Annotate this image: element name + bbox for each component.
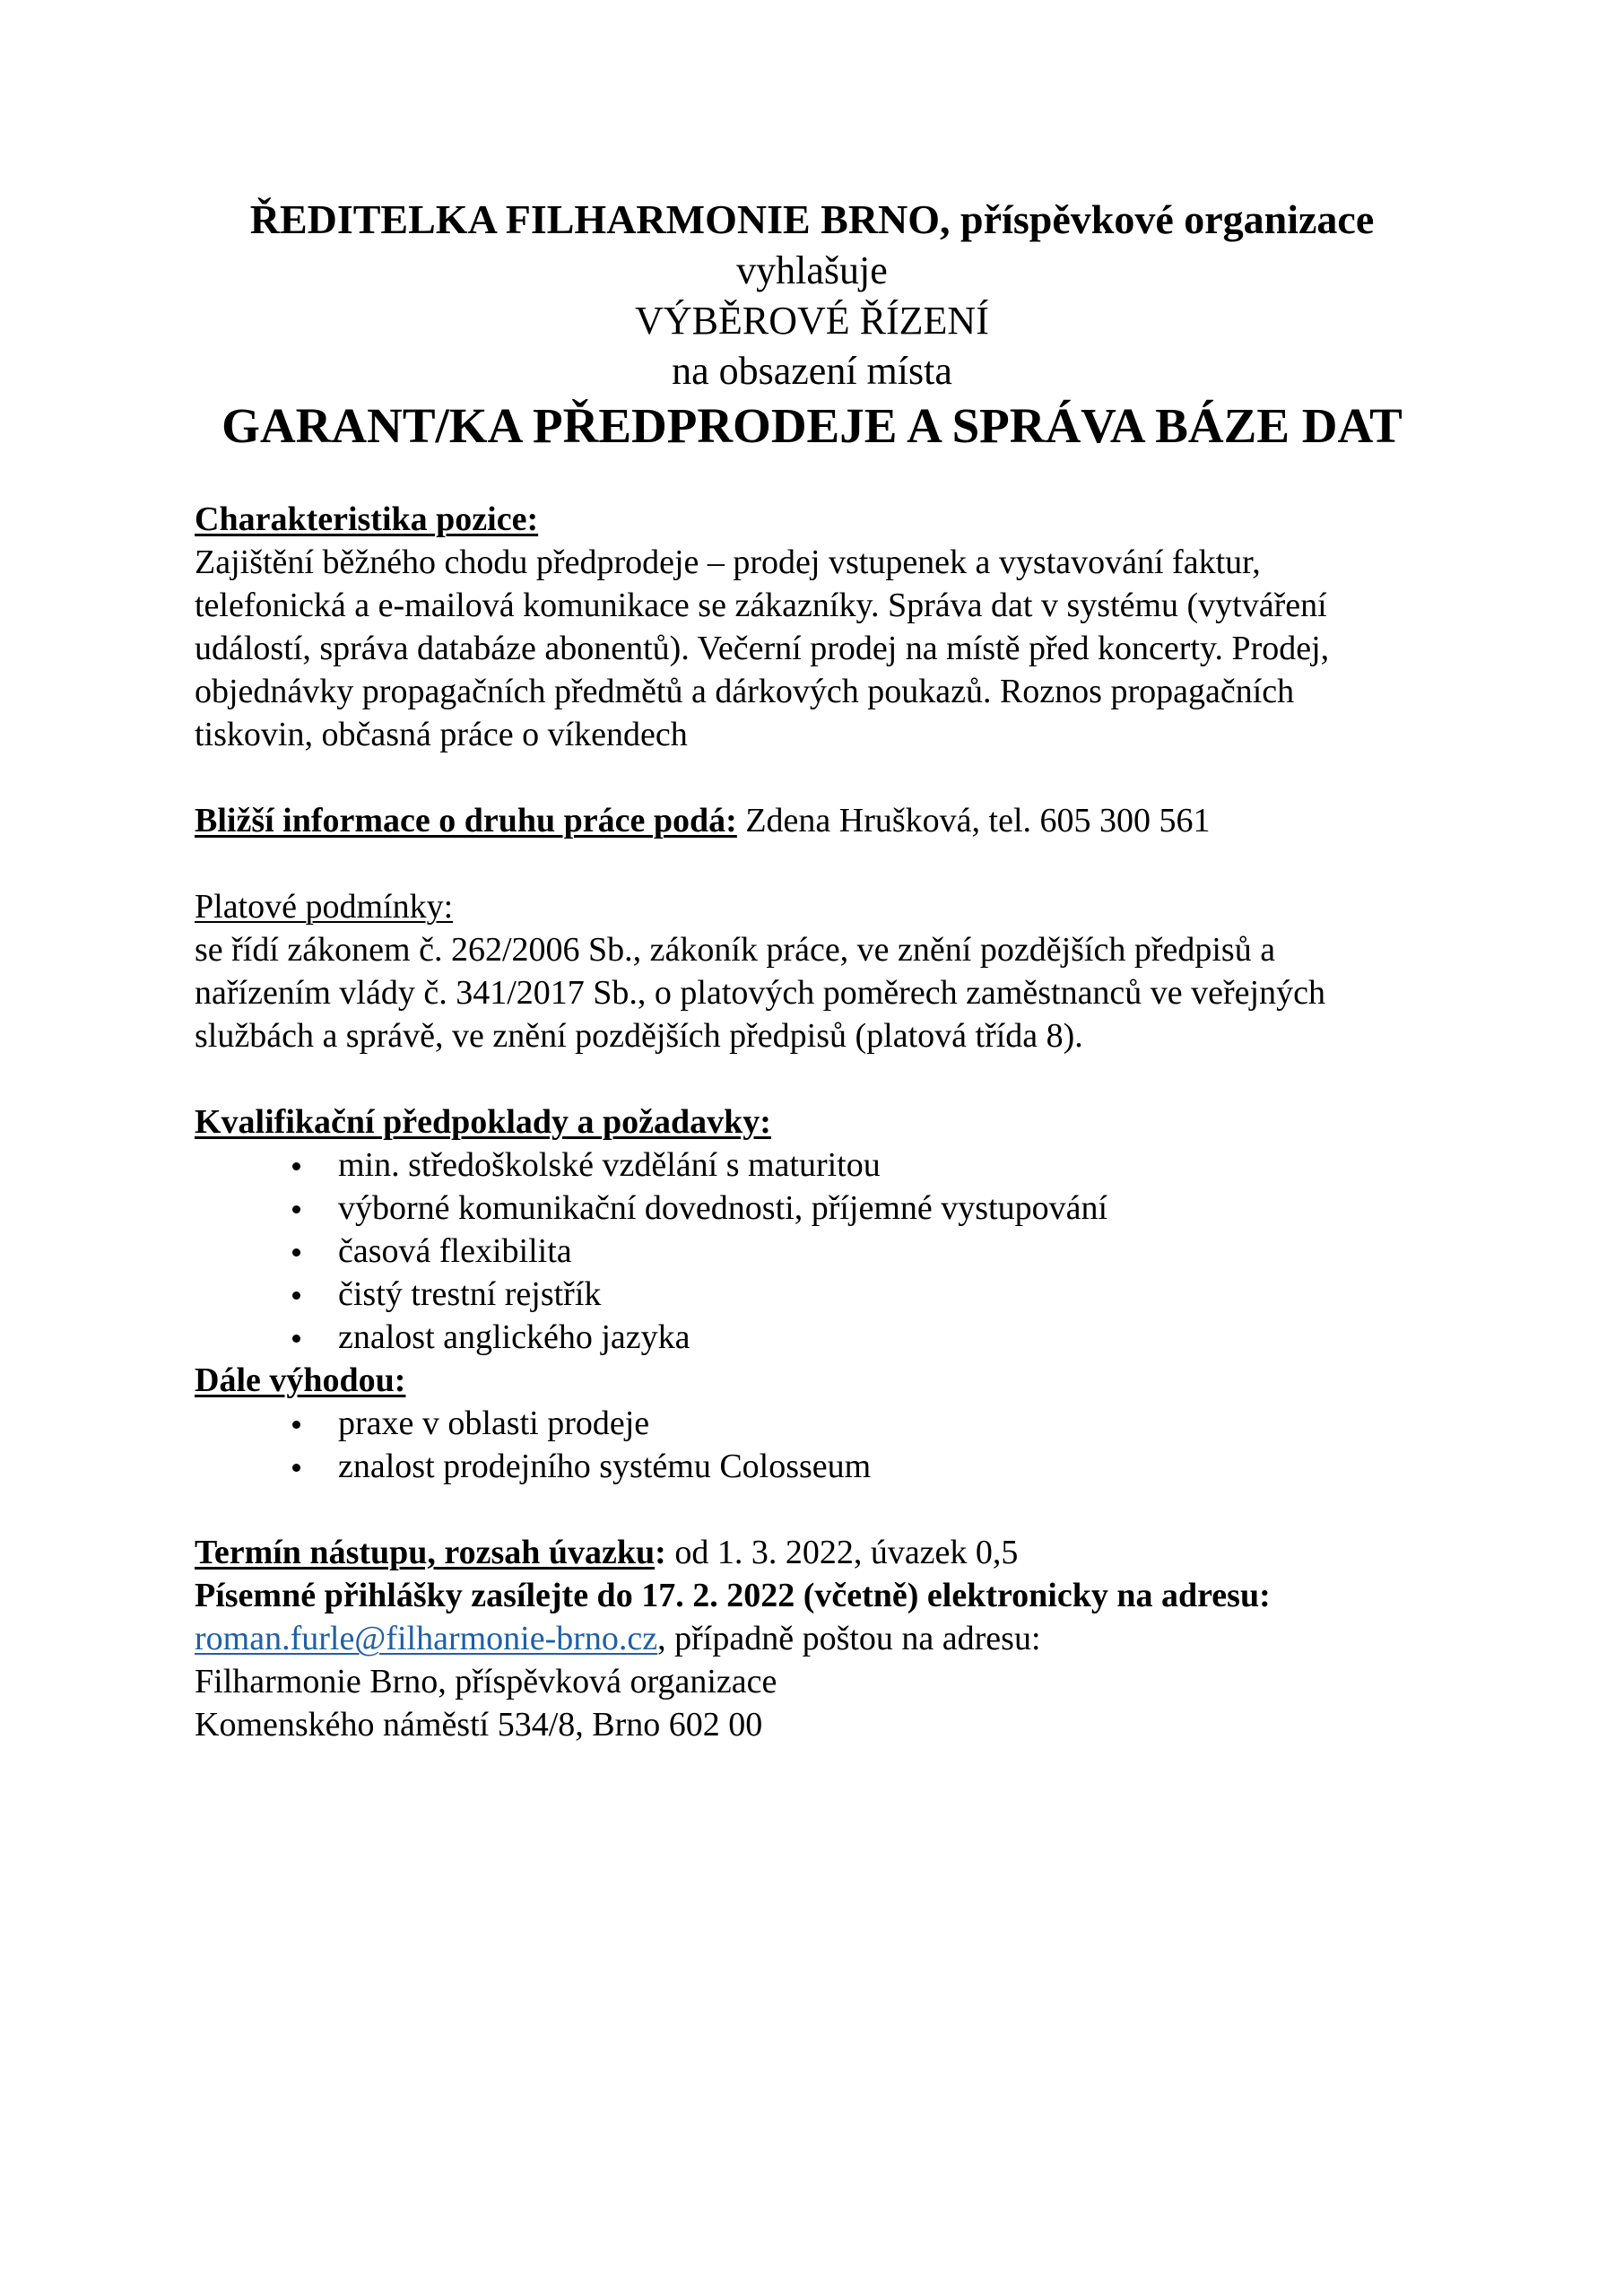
characteristics-line: tiskovin, občasná práce o víkendech: [195, 716, 688, 753]
characteristics-line: Zajištění běžného chodu předprodeje – prodej vstupenek a vystavování faktur,: [195, 544, 1261, 581]
announces-text: vyhlašuje: [736, 248, 888, 292]
start-label: Termín nástupu, rozsah úvazku: [195, 1534, 656, 1571]
spacer: [195, 1057, 1477, 1100]
qualifications-list: [195, 1144, 1477, 1359]
qualifications-label-line: [195, 1100, 1477, 1144]
start-colon: :: [655, 1534, 666, 1571]
salary-label-line: [195, 885, 1477, 928]
start-value: od 1. 3. 2022, úvazek 0,5: [665, 1534, 1019, 1571]
application-instruction: Písemné přihlášky zasílejte do 17. 2. 2022 (včetně) elektronicky na adresu:: [195, 1577, 1271, 1614]
post-address-intro: , případně poštou na adresu:: [657, 1620, 1041, 1657]
contact-label: Bližší informace o druhu práce podá:: [195, 802, 737, 839]
characteristics-label: Charakteristika pozice:: [195, 500, 539, 538]
characteristics-line: událostí, správa databáze abonentů). Večerní prodej na místě před koncerty. Prodej,: [195, 630, 1330, 667]
procedure-title: VÝBĚROVÉ ŘÍZENÍ: [635, 299, 989, 343]
start-line: [195, 1531, 1477, 1574]
characteristics-line: objednávky propagačních předmětů a dárkových poukazů. Roznos propagačních: [195, 673, 1295, 710]
salary-line: nařízením vlády č. 341/2017 Sb., o platových poměrech zaměstnanců ve veřejných: [195, 974, 1325, 1012]
list-item: znalost prodejního systému Colosseum: [338, 1445, 1477, 1488]
address-line-1: Filharmonie Brno, příspěvková organizace: [195, 1663, 777, 1700]
characteristics-line: telefonická a e-mailová komunikace se zákazníky. Správa dat v systému (vytváření: [195, 587, 1327, 624]
email-link[interactable]: roman.furle@filharmonie-brno.cz: [195, 1620, 658, 1657]
spacer: [195, 842, 1477, 885]
list-item: časová flexibilita: [338, 1230, 1477, 1273]
list-item: čistý trestní rejstřík: [338, 1273, 1477, 1316]
advantages-label: Dále výhodou:: [195, 1361, 406, 1399]
position-title: GARANT/KA PŘEDPRODEJE A SPRÁVA BÁZE DAT: [221, 398, 1403, 453]
salary-line: službách a správě, ve znění pozdějších předpisů (platová třída 8).: [195, 1017, 1083, 1055]
address-line-2: Komenského náměstí 534/8, Brno 602 00: [195, 1706, 763, 1744]
qualifications-label: Kvalifikační předpoklady a požadavky:: [195, 1103, 771, 1141]
list-item: min. středoškolské vzdělání s maturitou: [338, 1144, 1477, 1187]
salary-line: se řídí zákonem č. 262/2006 Sb., zákoník práce, ve znění pozdějších předpisů a: [195, 931, 1276, 969]
list-item: praxe v oblasti prodeje: [338, 1402, 1477, 1445]
contact-value: Zdena Hrušková, tel. 605 300 561: [736, 802, 1211, 839]
document-body: [195, 498, 1477, 1746]
advantages-label-line: [195, 1359, 1477, 1402]
contact-line: [195, 799, 1477, 842]
email-line: [195, 1617, 1477, 1660]
list-item: výborné komunikační dovednosti, příjemné vystupování: [338, 1187, 1477, 1230]
advantages-list: [195, 1402, 1477, 1488]
salary-label: Platové podmínky:: [195, 888, 454, 926]
list-item: znalost anglického jazyka: [338, 1316, 1477, 1359]
for-position-text: na obsazení místa: [672, 349, 952, 393]
spacer: [195, 1488, 1477, 1531]
organization-heading: ŘEDITELKA FILHARMONIE BRNO, příspěvkové organizace: [249, 196, 1375, 242]
spacer: [195, 756, 1477, 799]
